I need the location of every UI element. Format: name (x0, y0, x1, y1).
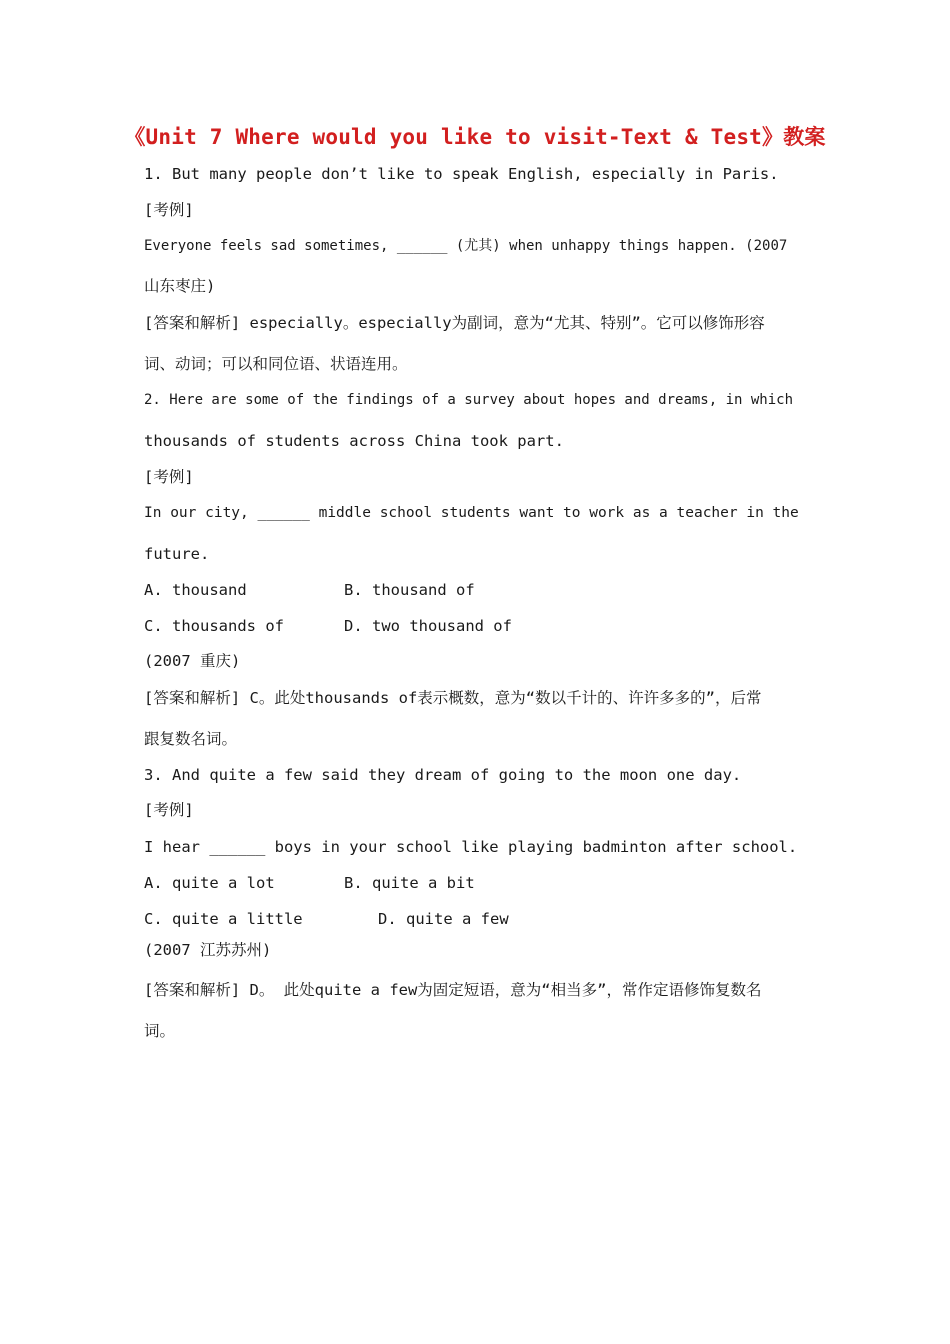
item-3-sentence: 3. And quite a few said they dream of going to the moon one day. (144, 766, 742, 784)
document-title: 《Unit 7 Where would you like to visit-Text & Test》教案 (124, 125, 826, 149)
item-2-option-b: B. thousand of (344, 581, 475, 599)
item-3-options-row-1 (144, 873, 806, 893)
item-3-source: (2007 江苏苏州) (144, 941, 272, 959)
item-2-question-line-1: In our city, ______ middle school students want to work as a teacher in the (144, 505, 799, 521)
item-2-options-row-1 (144, 580, 806, 600)
item-2-options-row-2 (144, 616, 806, 636)
item-1-answer-line-1: [答案和解析] especially。especially为副词，意为“尤其、特别”。它可以修饰形容 (144, 314, 765, 332)
item-3-option-a: A. quite a lot (144, 874, 275, 892)
item-2-question-line-2: future. (144, 545, 210, 563)
item-1-answer-line-2: 词、动词；可以和同位语、状语连用。 (144, 355, 408, 373)
item-1-question-line-1: Everyone feels sad sometimes, ______ (尤其) when unhappy things happen. (2007 (144, 238, 788, 254)
item-1-question-line-2: 山东枣庄) (144, 277, 216, 295)
item-2-answer-line-1: [答案和解析] C。此处thousands of表示概数，意为“数以千计的、许许多多的”，后常 (144, 689, 762, 707)
item-3-option-c: C. quite a little (144, 910, 303, 928)
item-3-option-d: D. quite a few (378, 910, 509, 928)
item-3-example-tag: [考例] (144, 801, 194, 819)
item-2-sentence-line-2: thousands of students across China took part. (144, 432, 564, 450)
item-3-answer-line-2: 词。 (144, 1022, 176, 1040)
item-3-answer-line-1: [答案和解析] D。 此处quite a few为固定短语，意为“相当多”，常作定语修饰复数名 (144, 981, 762, 999)
item-2-option-d: D. two thousand of (344, 617, 512, 635)
item-2-option-a: A. thousand (144, 581, 247, 599)
item-1-example-tag: [考例] (144, 201, 194, 219)
item-2-answer-line-2: 跟复数名词。 (144, 730, 238, 748)
item-2-option-c: C. thousands of (144, 617, 284, 635)
item-2-sentence-line-1: 2. Here are some of the findings of a survey about hopes and dreams, in which (144, 392, 794, 408)
item-1-sentence: 1. But many people don’t like to speak English, especially in Paris. (144, 165, 779, 183)
item-2-example-tag: [考例] (144, 468, 194, 486)
item-3-option-b: B. quite a bit (344, 874, 475, 892)
item-3-options-row-2 (144, 909, 806, 929)
item-2-source: (2007 重庆) (144, 652, 241, 670)
item-3-question: I hear ______ boys in your school like playing badminton after school. (144, 838, 798, 856)
